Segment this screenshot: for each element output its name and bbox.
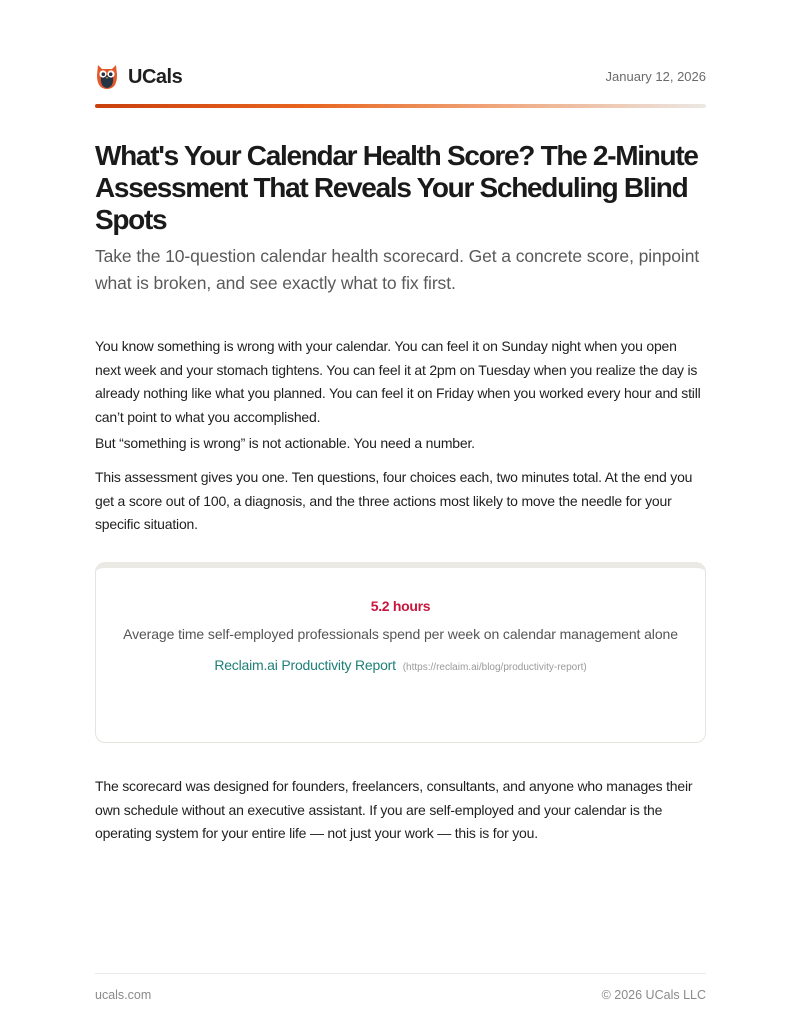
publish-date: January 12, 2026 — [605, 68, 706, 84]
header — [95, 62, 706, 92]
article-page — [95, 0, 706, 1035]
accent-divider — [95, 104, 706, 108]
article-subtitle: Take the 10-question calendar health scorecard. Get a concrete score, pinpoint what is broken, and see exactly what to fix first. — [95, 246, 700, 293]
brand[interactable] — [95, 63, 182, 91]
footer — [95, 988, 706, 1002]
article-title: What's Your Calendar Health Score? The 2-Minute Assessment That Reveals Your Scheduling Blind Spots — [95, 140, 698, 235]
footer-site-link[interactable]: ucals.com — [95, 988, 152, 1002]
brand-name: UCals — [128, 65, 183, 88]
body-paragraph: The scorecard was designed for founders, freelancers, consultants, and anyone who manages their own schedule without an executive assistant. If you are self-employed and your calendar is the operating system for your entire life — not just your work — this is for you. — [95, 778, 693, 841]
stat-callout-card — [95, 562, 706, 743]
stat-source — [96, 657, 705, 673]
body-paragraph: You know something is wrong with your calendar. You can feel it on Sunday night when you open next week and your stomach tightens. You can feel it at 2pm on Tuesday when you realize the day is already nothing like what you planned. You can feel it on Friday when you worked every hour and still can’t point to what you accomplished. — [95, 338, 701, 425]
footer-divider — [95, 973, 706, 974]
stat-value: 5.2 hours — [370, 598, 431, 614]
stat-label: Average time self-employed professionals spend per week on calendar management alone — [123, 626, 678, 642]
body-paragraph: This assessment gives you one. Ten questions, four choices each, two minutes total. At the end you get a score out of 100, a diagnosis, and the three actions most likely to move the needle for your specific situation. — [95, 469, 693, 532]
body-paragraph: But “something is wrong” is not actionable. You need a number. — [95, 435, 475, 451]
owl-logo-icon — [95, 63, 119, 91]
source-url: (https://reclaim.ai/blog/productivity-report) — [402, 662, 587, 673]
source-link[interactable]: Reclaim.ai Productivity Report — [214, 657, 396, 673]
footer-copyright: © 2026 UCals LLC — [601, 988, 706, 1002]
